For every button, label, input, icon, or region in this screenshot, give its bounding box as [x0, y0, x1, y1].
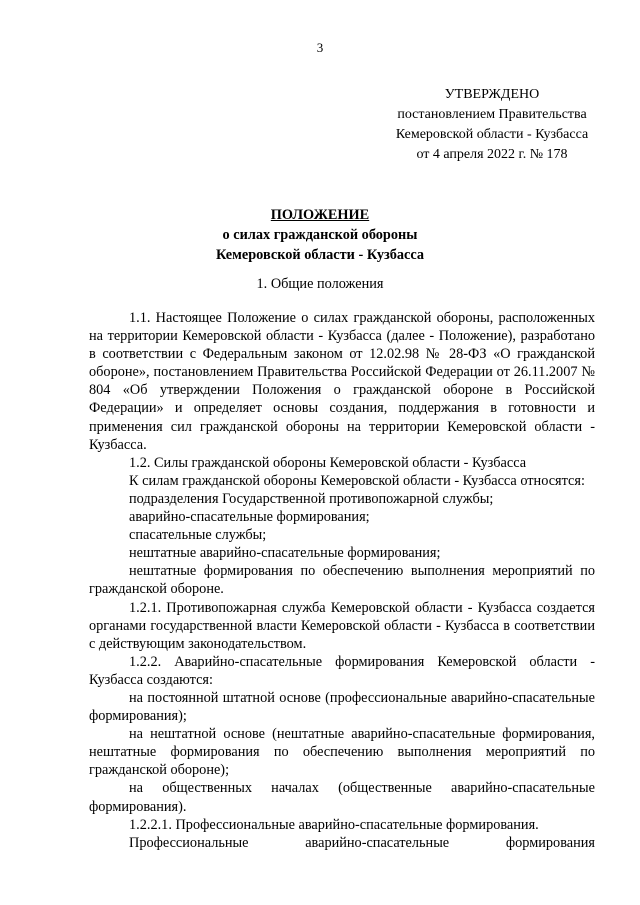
- title-line-1: ПОЛОЖЕНИЕ: [270, 207, 370, 223]
- paragraph: на нештатной основе (нештатные аварийно-спасательные формирования, нештатные формирования по обеспечению выполнения мероприятий по гражданской обороне);: [89, 726, 595, 779]
- document-body: [89, 309, 595, 852]
- paragraph: нештатные формирования по обеспечению выполнения мероприятий по гражданской обороне.: [89, 563, 595, 598]
- approval-line-2: постановлением Правительства: [397, 107, 587, 122]
- approval-line-1: УТВЕРЖДЕНО: [444, 87, 540, 102]
- paragraph: спасательные службы;: [129, 527, 267, 544]
- title-line-3: Кемеровской области - Кузбасса: [215, 247, 425, 263]
- approval-stamp: [372, 85, 612, 165]
- paragraph: 1.1. Настоящее Положение о силах гражданской обороны, расположенных на территории Кемеровской области - Кузбасса (далее - Положение), разработано в соответствии с Федеральным законом от 12.02.98 № 28-ФЗ «О гражданской обороне», постановлением Правительства Российской Федерации от 26.11.2007 № 804 «Об утверждении Положения о гражданской обороне в Российской Федерации» и определяет основы создания, поддержания в готовности и применения сил гражданской обороны на территории Кемеровской области - Кузбасса.: [89, 310, 595, 453]
- title-line-2: о силах гражданской обороны: [222, 227, 418, 243]
- paragraph: аварийно-спасательные формирования;: [129, 509, 370, 526]
- paragraph: 1.2.1. Противопожарная служба Кемеровской области - Кузбасса создается органами государственной власти Кемеровской области - Кузбасса в соответствии с действующим законодательством.: [89, 599, 595, 652]
- paragraph: Профессиональные аварийно-спасательные формирования: [129, 834, 595, 851]
- approval-line-3: Кемеровской области - Кузбасса: [395, 127, 589, 142]
- paragraph: на общественных началах (общественные аварийно-спасательные формирования).: [89, 780, 595, 815]
- paragraph: на постоянной штатной основе (профессиональные аварийно-спасательные формирования);: [89, 689, 595, 725]
- document-title: [0, 205, 640, 265]
- paragraph: 1.2.2. Аварийно-спасательные формирования Кемеровской области - Кузбасса создаются:: [89, 653, 595, 688]
- paragraph: нештатные аварийно-спасательные формирования;: [129, 545, 441, 562]
- paragraph: 1.2. Силы гражданской обороны Кемеровской области - Кузбасса: [129, 454, 527, 471]
- paragraph: 1.2.2.1. Профессиональные аварийно-спасательные формирования.: [129, 816, 539, 833]
- paragraph: подразделения Государственной противопожарной службы;: [129, 490, 494, 507]
- page-number: 3: [316, 40, 324, 55]
- approval-line-4: от 4 апреля 2022 г. № 178: [416, 147, 568, 162]
- paragraph: К силам гражданской обороны Кемеровской области - Кузбасса относятся:: [129, 472, 585, 489]
- section-heading: 1. Общие положения: [256, 276, 384, 292]
